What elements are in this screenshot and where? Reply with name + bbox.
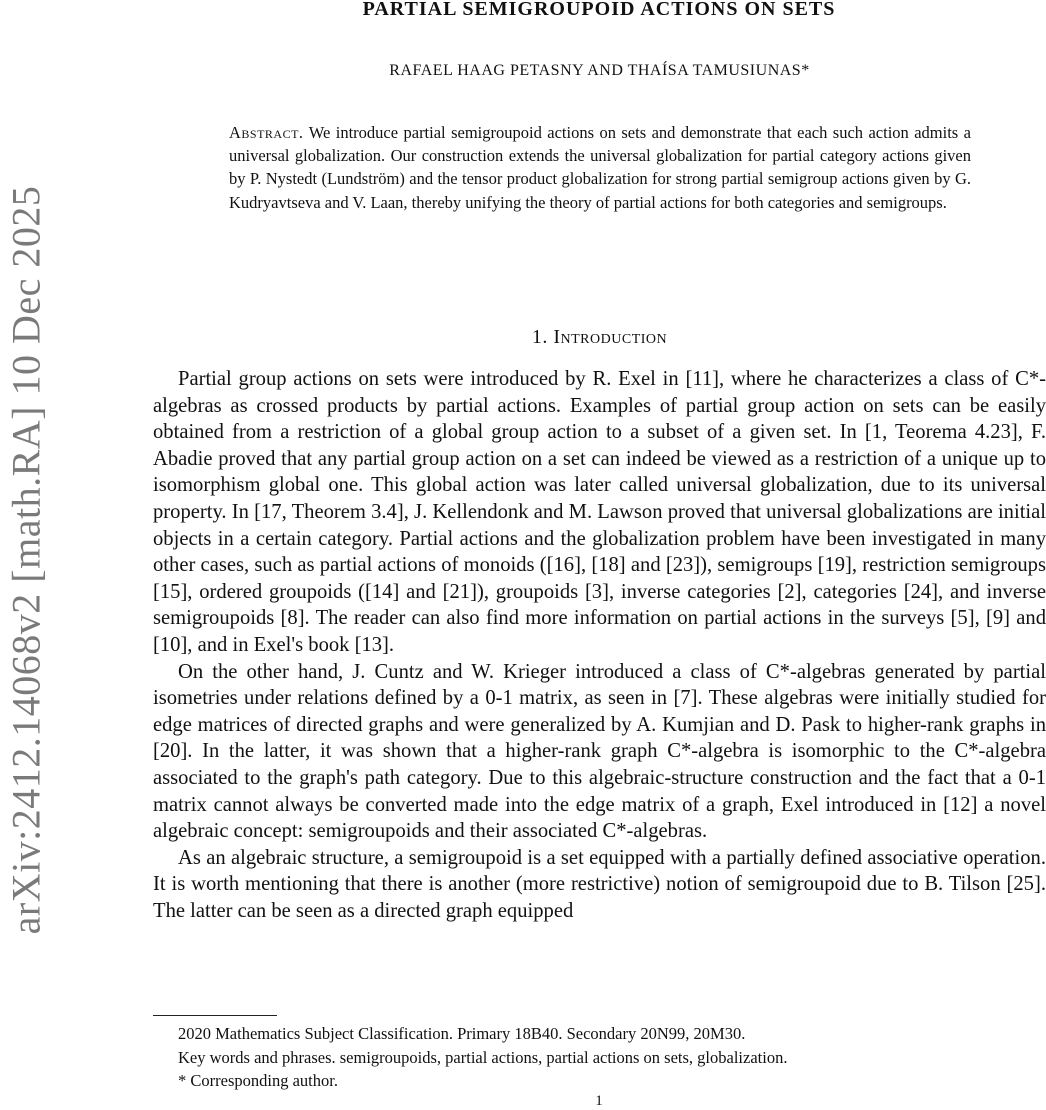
body-text	[153, 366, 1046, 924]
paragraph: As an algebraic structure, a semigroupoid is a set equipped with a partially defined associative operation. It is worth mentioning that there is another (more restrictive) notion of semigroupoid due to B. Tilson [25]. The latter can be seen as a directed graph equipped	[153, 846, 1046, 922]
page-number: 1	[595, 1093, 603, 1109]
paragraph: On the other hand, J. Cuntz and W. Krieger introduced a class of C*-algebras generated by partial isometries under relations defined by a 0-1 matrix, as seen in [7]. These algebras were initially studied for edge matrices of directed graphs and were generalized by A. Kumjian and D. Pask to higher-rank graphs in [20]. In the latter, it was shown that a higher-rank graph C*-algebra is isomorphic to the C*-algebra associated to the graph's path category. Due to this algebraic-structure construction and the fact that a 0-1 matrix cannot always be converted made into the edge matrix of a graph, Exel introduced in [12] a novel algebraic concept: semigroupoids and their associated C*-algebras.	[153, 660, 1046, 843]
paper-title: PARTIAL SEMIGROUPOID ACTIONS ON SETS	[362, 0, 836, 20]
paragraph: Partial group actions on sets were introduced by R. Exel in [11], where he characterizes a class of C*-algebras as crossed products by partial actions. Examples of partial group action on sets can be easily obtained from a restriction of a global group action to a subset of a given set. In [1, Teorema 4.23], F. Abadie proved that any partial group action on a set can indeed be viewed as a restriction of a unique up to isomorphism global one. This global action was later called universal globalization, due to its universal property. In [17, Theorem 3.4], J. Kellendonk and M. Lawson proved that universal globalizations are initial objects in a certain category. Partial actions and the globalization problem have been investigated in many other cases, such as partial actions of monoids ([16], [18] and [23]), semigroups [19], restriction semigroups [15], ordered groupoids ([14] and [21]), groupoids [3], inverse categories [2], categories [24], and inverse semigroupoids [8]. The reader can also find more information on partial actions in the surveys [5], [9] and [10], and in Exel's book [13].	[153, 368, 1046, 656]
section-title: Introduction	[553, 326, 668, 348]
abstract-label: Abstract.	[229, 123, 304, 142]
footnote-msc: 2020 Mathematics Subject Classification. Primary 18B40. Secondary 20N99, 20M30.	[178, 1024, 746, 1043]
section-heading	[153, 326, 1046, 349]
footnotes	[153, 1022, 1046, 1093]
author-list: RAFAEL HAAG PETASNY AND THAÍSA TAMUSIUNAS*	[389, 62, 810, 79]
footnote-keywords: Key words and phrases. semigroupoids, partial actions, partial actions on sets, globalization.	[178, 1047, 788, 1067]
footnote-rule	[153, 1015, 277, 1016]
abstract	[229, 121, 971, 214]
arxiv-identifier: arXiv:2412.14068v2 [math.RA] 10 Dec 2025	[3, 185, 49, 935]
abstract-text: We introduce partial semigroupoid actions on sets and demonstrate that each such action admits a universal globalization. Our construction extends the universal globalization for partial category actions given by P. Nystedt (Lundström) and the tensor product globalization for strong partial semigroup actions given by G. Kudryavtseva and V. Laan, thereby unifying the theory of partial actions for both categories and semigroups.	[229, 123, 971, 212]
footnote-corresponding: * Corresponding author.	[178, 1071, 338, 1090]
section-number: 1.	[531, 326, 548, 348]
